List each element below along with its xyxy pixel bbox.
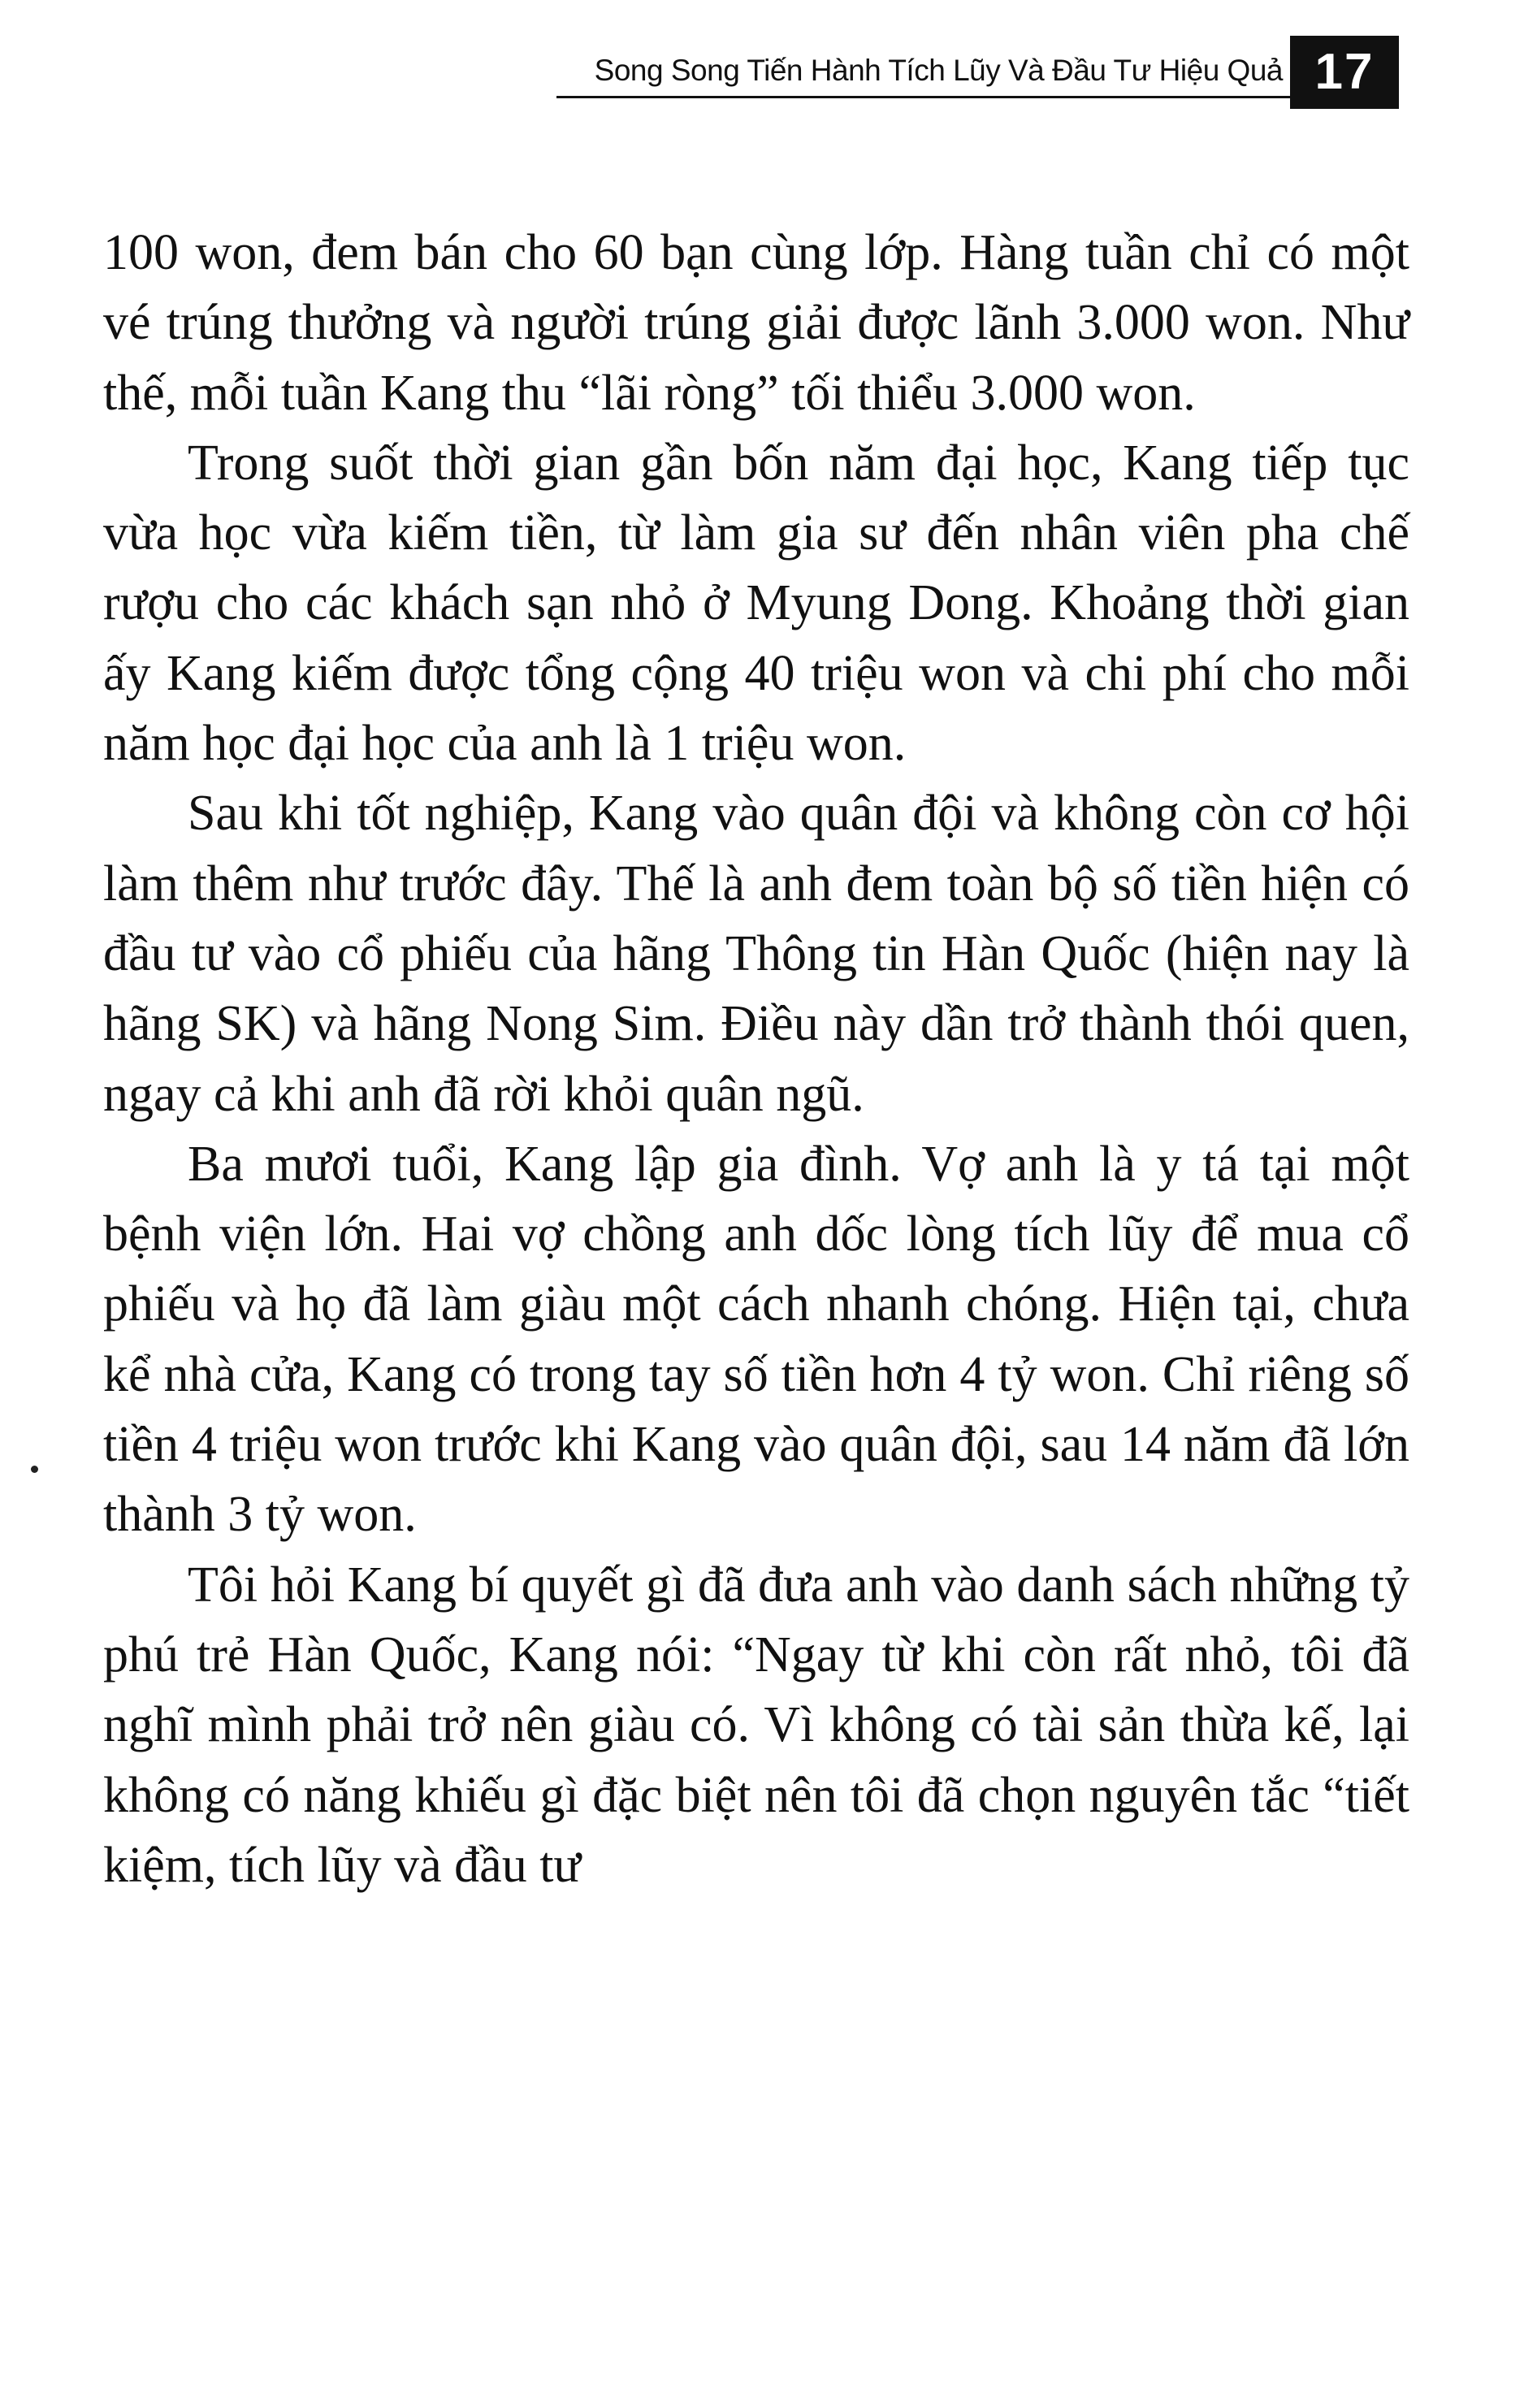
paragraph: Sau khi tốt nghiệp, Kang vào quân đội và không còn cơ hội làm thêm như trước đây. Thế là anh đem toàn bộ số tiền hiện có đầu tư vào cổ phiếu của hãng Thông tin Hàn Quốc (hiện nay là hãng SK) và hãng Nong Sim. Điều này dần trở thành thói quen, ngay cả khi anh đã rời khỏi quân ngũ. [103, 786, 1409, 1122]
page-number: 17 [1290, 36, 1399, 109]
paragraph-continuation: 100 won, đem bán cho 60 bạn cùng lớp. Hàng tuần chỉ có một vé trúng thưởng và người trúng giải được lãnh 3.000 won. Như thế, mỗi tuần Kang thu “lãi ròng” tối thiểu 3.000 won. [103, 225, 1409, 421]
body-text [103, 218, 1409, 1900]
running-header [0, 24, 1537, 106]
paragraph: Ba mươi tuổi, Kang lập gia đình. Vợ anh là y tá tại một bệnh viện lớn. Hai vợ chồng anh dốc lòng tích lũy để mua cổ phiếu và họ đã làm giàu một cách nhanh chóng. Hiện tại, chưa kể nhà cửa, Kang có trong tay số tiền hơn 4 tỷ won. Chỉ riêng số tiền 4 triệu won trước khi Kang vào quân đội, sau 14 năm đã lớn thành 3 tỷ won. [103, 1136, 1409, 1543]
running-title: Song Song Tiến Hành Tích Lũy Và Đầu Tư Hiệu Quả [594, 54, 1283, 87]
paragraph: Tôi hỏi Kang bí quyết gì đã đưa anh vào danh sách những tỷ phú trẻ Hàn Quốc, Kang nói: “Ngay từ khi còn rất nhỏ, tôi đã nghĩ mình phải trở nên giàu có. Vì không có tài sản thừa kế, lại không có năng khiếu gì đặc biệt nên tôi đã chọn nguyên tắc “tiết kiệm, tích lũy và đầu tư [103, 1557, 1409, 1893]
header-underline [556, 96, 1399, 98]
paragraph: Trong suốt thời gian gần bốn năm đại học, Kang tiếp tục vừa học vừa kiếm tiền, từ làm gia sư đến nhân viên pha chế rượu cho các khách sạn nhỏ ở Myung Dong. Khoảng thời gian ấy Kang kiếm được tổng cộng 40 triệu won và chi phí cho mỗi năm học đại học của anh là 1 triệu won. [103, 435, 1409, 772]
print-speck [31, 1466, 38, 1473]
